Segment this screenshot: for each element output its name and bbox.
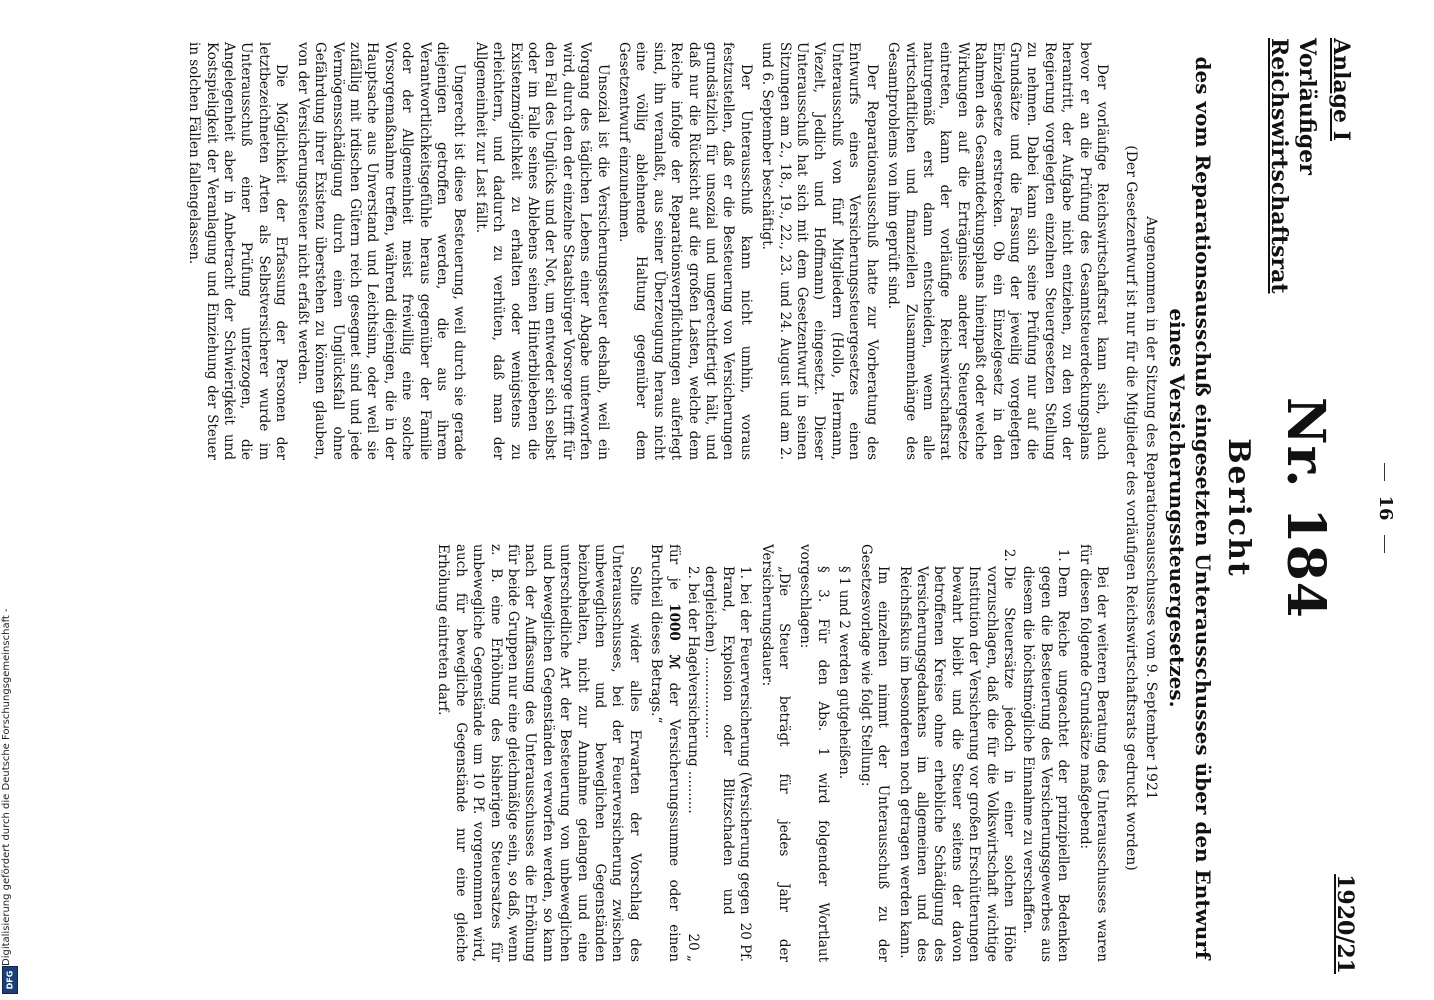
tariff-table — [684, 566, 754, 962]
accepted-note: Angenommen in der Sitzung des Reparationsausschusses vom 9. September 1921 — [1143, 216, 1159, 800]
paragraph: Der vorläufige Reichswirtschaftsrat kann sich, auch bevor er an die Prüfung des Gesamtsteuerdeckungsplans herantritt, der Aufgabe nicht entziehen, zu den von der Regierung vorgelegten einzelnen Steuergesetzen Stellung zu nehmen. Dabei kann sich seine Prüfung nur auf die Grundsätze und die Fassung der jeweilig vorgelegten Einzelgesetze erstrecken. Ob ein Einzelgesetz in den Rahmen des Gesamtdeckungsplans hineinpaßt oder welche Wirkungen auf die Erträgnisse anderer Steuergesetze eintreten, kann der vorläufige Reichswirtschaftsrat naturgemäß erst dann entscheiden, wenn alle wirtschaftlichen und finanziellen Zusammenhänge des Gesamtproblems von ihm geprüft sind. — [885, 42, 1110, 460]
tariff-row — [701, 566, 753, 962]
paragraph: Unsozial ist die Versicherungssteuer deshalb, weil ein Vorgang des täglichen Lebens einer Abgabe unterworfen wird, durch den der einzelne Staatsbürger Vorsorge trifft für den Fall des Unglücks und der Not, um entweder sich selbst oder im Falle seines Ablebens seinen Hinterbliebenen die Existenzmöglichkeit zu erhalten oder wenigstens zu erleichtern, und dadurch zu verhüten, daß man der Allgemeinheit zur Last fällt. — [472, 42, 611, 460]
paragraph: Im einzelnen nimmt der Unterausschuß zu der Gesetzesvorlage wie folgt Stellung: — [857, 544, 892, 962]
side-strip — [0, 0, 22, 1000]
paragraph — [647, 544, 682, 962]
principle-item: 2. Die Steuersätze jedoch in einer solchen Höhe vorzuschlagen, daß die für die Volkswirtschaft wichtige Institution der Versicherung vor großen Erschütterungen bewahrt bleibt und die Steuer seitens der davon betroffenen Kreise ohne erhebliche Schädigung des Versicherungsgedankens im allgemeinen und des Reichsfiskus im besonderen noch getragen werden kann. — [895, 566, 1017, 962]
paragraph: § 1 und 2 werden gutgeheißen. — [836, 566, 853, 780]
dfg-credit-text: Digitalisierung gefördert durch die Deutsche Forschungsgemeinschaft - — [1, 608, 12, 966]
document-number: Nr. 184 — [1275, 397, 1336, 619]
paragraph: Sollte wider alles Erwarten der Vorschlag des Unterausschusses, bei der Feuerversicherung zwischen unbeweglichen und beweglichen Gegenständen beizubehalten, nicht zur Annahme gelangen und eine unterschiedliche Art der Besteuerung von unbeweglichen und beweglichen Gegenständen verworfen werden, so kann nach der Auffassung des Unterausschusses die Erhöhung für beide Gruppen nur eine gleichmäßige sein, so daß, wenn z. B. eine Erhöhung des bisherigen Steuersatzes für unbewegliche Gegenstände um 10 Pf. vorgenommen wird, auch für bewegliche Gegenstände nur eine gleiche Erhöhung eintreten darf. — [435, 544, 643, 962]
document-page — [40, 28, 1420, 988]
session-year: 1920/21 — [1332, 874, 1358, 974]
per-amount-prefix: für je — [665, 544, 682, 590]
tariff-value: 20 Pf. — [737, 922, 754, 962]
print-note: (Der Gesetzentwurf ist nur für die Mitglieder des vorläufigen Reichswirtschaftsrats gedruckt worden) — [1123, 145, 1139, 871]
tariff-value: 20 „ — [685, 933, 702, 962]
tariff-label: 1. bei der Feuerversicherung (Versicherung gegen Brand, Explosion oder Blitzschaden und dergleichen) ................... — [702, 566, 754, 915]
annex-label: Anlage I — [1328, 38, 1354, 142]
tariff-row — [684, 566, 701, 962]
paragraph: Der Unterausschuß kann nicht umhin, voraus festzustellen, daß er die Besteuerung von Versicherungen grundsätzlich für unsozial und ungerechtfertigt hält, und daß nur die Rücksicht auf die großen Lasten, welche dem Reiche infolge der Reparationsverpflichtungen auferlegt sind, ihn veranlaßt, aus seiner Überzeugung heraus nicht eine völlig ablehnende Haltung gegenüber dem Gesetzentwurf einzunehmen. — [616, 42, 754, 460]
dfg-logo: DFG — [2, 966, 18, 994]
per-amount-value: 1000 ℳ — [665, 603, 682, 670]
council-name-line1: Vorläufiger — [1294, 38, 1320, 175]
paragraph: Bei der weiteren Beratung des Unterausschusses waren für diesen folgende Grundsätze maßgebend: — [1076, 544, 1110, 962]
principles-list — [895, 544, 1071, 962]
council-name-line2: Reichswirtschaftsrat — [1266, 38, 1292, 294]
document-subtitle: des vom Reparationsausschuß eingesetzten Unterausschusses über den Entwurf eines Versicherungssteuergesetzes. — [1165, 56, 1215, 960]
document-title: Bericht — [1221, 438, 1256, 578]
paragraph: Der Reparationsausschuß hatte zur Vorberatung des Entwurfs eines Versicherungssteuergesetzes einen Unterausschuß von fünf Mitgliedern (Hollo, Hermann, Viezelt, Jedlich und Hoffmann) eingesetzt. Dieser Unterausschuß hat sich mit dem Gesetzentwurf in seinen Sitzungen am 2., 18., 19., 22., 23. und 24. August und am 2. und 6. September beschäftigt. — [759, 42, 880, 460]
paragraph: Ungerecht ist diese Besteuerung, weil durch sie gerade diejenigen getroffen werden, die aus ihrem Verantwortlichkeitsgefühle heraus gegenüber der Familie oder der Allgemeinheit meist freiwillig eine solche Vorsorgemaßnahme treffen, während diejenigen, die in der Hauptsache aus Unverstand und Leichtsinn, oder weil sie zufällig mit irdischen Gütern reich gesegnet sind und jede Vermögensschädigung durch einen Unglücksfall ohne Gefährdung ihrer Existenz überstehen zu können glauben, von der Versicherungssteuer nicht erfaßt werden. — [294, 42, 468, 460]
tariff-label: 2. bei der Hagelversicherung .......... — [685, 566, 702, 814]
principle-item: 1. Dem Reiche ungeachtet der prinzipiellen Bedenken gegen die Besteuerung des Versicherungsgewerbes aus diesem die höchstmögliche Einnahme zu verschaffen. — [1019, 566, 1071, 962]
paragraph: „Die Steuer beträgt für jedes Jahr der Versicherungsdauer: — [758, 544, 793, 962]
left-text-column — [181, 42, 1110, 460]
page-number: 16 — [1375, 28, 1396, 988]
scanned-page-viewport — [40, 28, 1420, 988]
paragraph: § 3. Für den Abs. 1 wird folgender Wortlaut vorgeschlagen: — [797, 544, 831, 962]
per-amount-rest: der Versicherungssumme oder einen Bruchteil dieses Betrags.“ — [648, 544, 682, 962]
paragraph: Die Möglichkeit der Erfassung der Personen der letztbezeichneten Arten als Selbstversicherer wurde im Unterausschuß einer Prüfung unterzogen, die Angelegenheit aber in Anbetracht der Schwierigkeit und Kostspieligkeit der Veranlagung und Einziehung der Steuer in solchen Fällen fallengelassen. — [186, 42, 290, 460]
right-text-column — [430, 544, 1110, 962]
